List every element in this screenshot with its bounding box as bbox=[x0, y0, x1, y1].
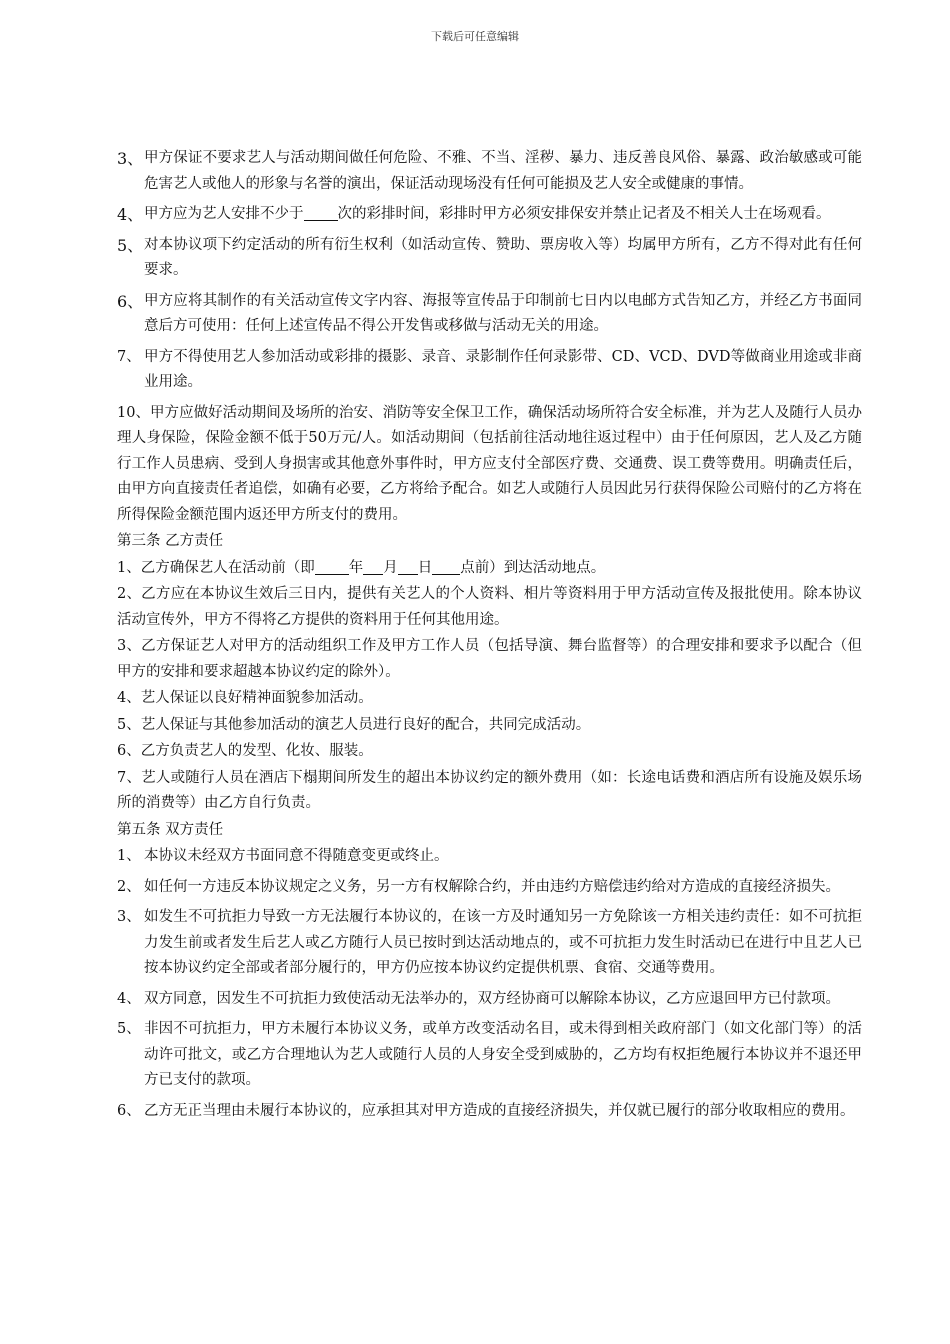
clause-a5 bbox=[117, 233, 862, 284]
clause-text: 甲方应将其制作的有关活动宣传文字内容、海报等宣传品于印制前七日内以电邮方式告知乙方，并经乙方书面同意后方可使用：任何上述宣传品不得公开发售或移做与活动无关的用途。 bbox=[144, 292, 862, 334]
clause-text: 本协议未经双方书面同意不得随意变更或终止。 bbox=[144, 848, 449, 864]
clause-a6 bbox=[117, 289, 862, 340]
article-5-item-1 bbox=[117, 844, 862, 870]
clause-text: 如任何一方违反本协议规定之义务，另一方有权解除合约，并由违约方赔偿违约给对方造成的直接经济损失。 bbox=[144, 878, 840, 895]
clause-text: 甲方保证不要求艺人与活动期间做任何危险、不雅、不当、淫秽、暴力、违反善良风俗、暴露、政治敏感或可能危害艺人或他人的形象与名誉的演出，保证活动现场没有任何可能损及艺人安全或健康的事情。 bbox=[144, 150, 862, 192]
article-3-item-1: 1、乙方确保艺人在活动前（即 年 月 日 点前）到达活动地点。 bbox=[117, 559, 606, 576]
month-blank bbox=[363, 559, 383, 575]
clause-a7 bbox=[117, 345, 862, 396]
clause-number: 6、 bbox=[117, 1102, 141, 1119]
article-5-heading: 第五条 双方责任 bbox=[117, 821, 224, 838]
clause-number: 6、 bbox=[117, 291, 144, 311]
article-5-item-3 bbox=[117, 905, 862, 982]
clause-text: 甲方不得使用艺人参加活动或彩排的摄影、录音、录影制作任何录影带、CD、VCD、DVD等做商业用途或非商业用途。 bbox=[144, 348, 862, 390]
document-body bbox=[117, 146, 862, 1129]
article-5-item-6 bbox=[117, 1099, 862, 1125]
clause-number: 5、 bbox=[117, 1021, 141, 1037]
clause-number: 1、 bbox=[117, 848, 141, 864]
clause-number: 4、 bbox=[117, 205, 144, 224]
clause-a10: 10、甲方应做好活动期间及场所的治安、消防等安全保卫工作，确保活动场所符合安全标准，并为艺人及随行人员办理人身保险，保险金额不低于50万元/人。如活动期间（包括前往活动地往返过程中）由于任何原因，艺人及乙方随行工作人员患病、受到人身损害或其他意外事件时，甲方应支付全部医疗费、交通费、误工费等费用。明确责任后，由甲方向直接责任者追偿，如确有必要，乙方将给予配合。如艺人或随行人员因此另行获得保险公司赔付的乙方将在所得保险金额范围内返还甲方所支付的费用。 bbox=[117, 404, 862, 523]
article-3-item-3: 3、乙方保证艺人对甲方的活动组织工作及甲方工作人员（包括导演、舞台监督等）的合理安排和要求予以配合（但甲方的安排和要求超越本协议约定的除外）。 bbox=[117, 638, 862, 680]
clause-a3 bbox=[117, 146, 862, 197]
clause-number: 7、 bbox=[117, 348, 141, 365]
clause-number: 4、 bbox=[117, 990, 141, 1007]
article-3-item-4: 4、艺人保证以良好精神面貌参加活动。 bbox=[117, 690, 373, 706]
clause-text: 如发生不可抗拒力导致一方无法履行本协议的，在该一方及时通知另一方免除该一方相关违约责任：如不可抗拒力发生前或者发生后艺人或乙方随行人员已按时到达活动地点的，或不可抗拒力发生时活动已在进行中且艺人已按本协议约定全部或者部分履行的，甲方仍应按本协议约定提供机票、食宿、交通等费用。 bbox=[144, 909, 862, 976]
clause-text: 双方同意，因发生不可抗拒力致使活动无法举办的，双方经协商可以解除本协议，乙方应退回甲方已付款项。 bbox=[144, 990, 840, 1007]
article-5-item-2 bbox=[117, 875, 862, 901]
clause-text-pre: 甲方应为艺人安排不少于 bbox=[144, 206, 304, 222]
article-5-item-5 bbox=[117, 1017, 862, 1094]
clause-text: 乙方无正当理由未履行本协议的，应承担其对甲方造成的直接经济损失，并仅就已履行的部分收取相应的费用。 bbox=[144, 1102, 855, 1119]
day-blank bbox=[398, 559, 418, 575]
hour-blank bbox=[432, 559, 460, 575]
clause-text-post: 次的彩排时间，彩排时甲方必须安排保安并禁止记者及不相关人士在场观看。 bbox=[337, 206, 831, 222]
year-blank bbox=[315, 559, 349, 575]
clause-number: 2、 bbox=[117, 878, 141, 895]
clause-text: 对本协议项下约定活动的所有衍生权利（如活动宣传、赞助、票房收入等）均属甲方所有，乙方不得对此有任何要求。 bbox=[144, 236, 862, 278]
page-header-note: 下载后可任意编辑 bbox=[431, 30, 519, 43]
clause-number: 5、 bbox=[117, 235, 144, 255]
rehearsal-count-blank bbox=[304, 206, 338, 222]
clause-number: 3、 bbox=[117, 149, 144, 168]
article-3-item-2: 2、乙方应在本协议生效后三日内，提供有关艺人的个人资料、相片等资料用于甲方活动宣传及报批使用。除本协议活动宣传外，甲方不得将乙方提供的资料用于任何其他用途。 bbox=[117, 586, 862, 628]
article-3-item-5: 5、艺人保证与其他参加活动的演艺人员进行良好的配合，共同完成活动。 bbox=[117, 716, 591, 733]
article-3-heading: 第三条 乙方责任 bbox=[117, 533, 224, 549]
clause-a4 bbox=[117, 202, 862, 228]
article-3-item-6: 6、乙方负责艺人的发型、化妆、服装。 bbox=[117, 743, 373, 759]
clause-number: 3、 bbox=[117, 909, 141, 925]
article-5-item-4 bbox=[117, 987, 862, 1013]
clause-text: 非因不可抗拒力，甲方未履行本协议义务，或单方改变活动名目，或未得到相关政府部门（如文化部门等）的活动许可批文，或乙方合理地认为艺人或随行人员的人身安全受到威胁的，乙方均有权拒绝履行本协议并不退还甲方已支付的款项。 bbox=[144, 1021, 862, 1088]
article-3-item-7: 7、艺人或随行人员在酒店下榻期间所发生的超出本协议约定的额外费用（如：长途电话费和酒店所有设施及娱乐场所的消费等）由乙方自行负责。 bbox=[117, 769, 862, 811]
